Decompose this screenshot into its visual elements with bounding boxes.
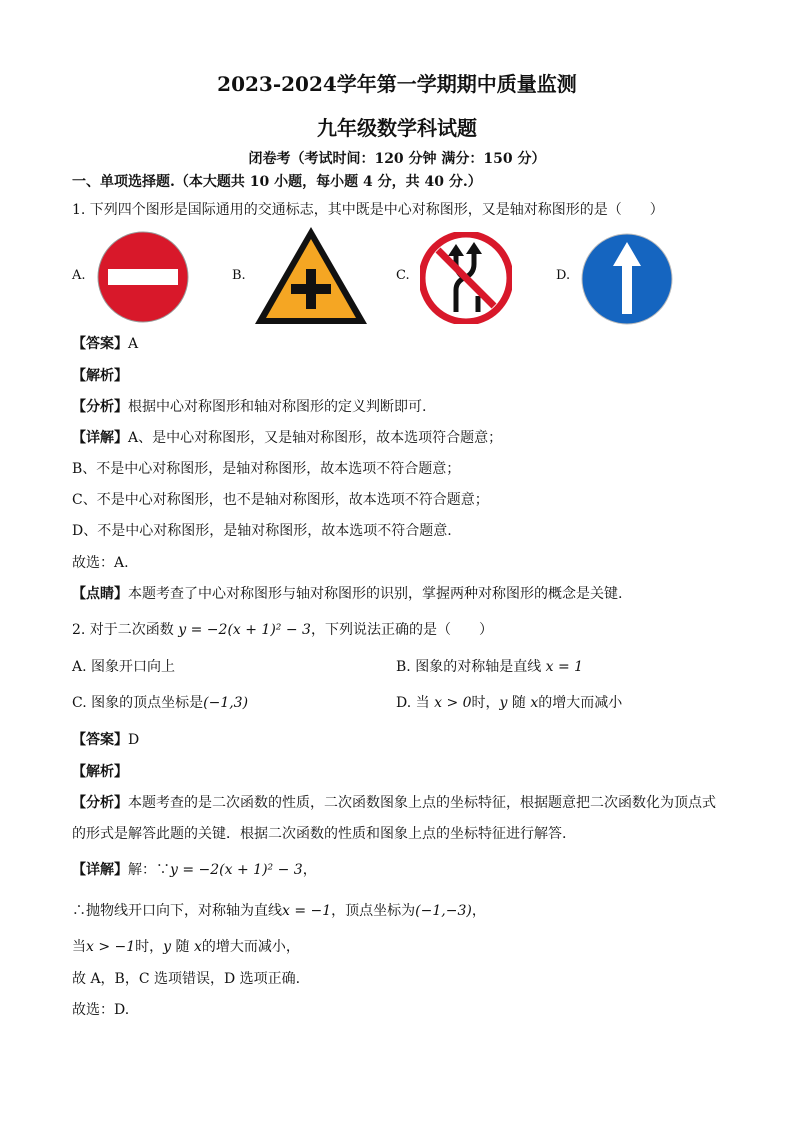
q1-option-a-label: A.: [72, 268, 86, 283]
q2-option-b-formula: x = 1: [545, 659, 584, 675]
q1-line-d: D、不是中心对称图形，是轴对称图形，故本选项不符合题意.: [72, 523, 452, 539]
q2-step2-suffix: 的增大而减小，: [201, 939, 300, 955]
q2-fenxi-line2: 的形式是解答此题的关键．根据二次函数的性质和图象上点的坐标特征进行解答.: [72, 826, 567, 842]
q2-option-d-formula1: x > 0: [434, 695, 472, 711]
crossroad-warning-sign-icon: [252, 224, 370, 328]
q1-fenxi: [72, 397, 426, 417]
xiangjie-tag: 【详解】: [72, 862, 128, 878]
q1-answer: [72, 334, 138, 354]
q2-step3: 故 A，B，C 选项错误，D 选项正确.: [72, 971, 301, 987]
q1-line-b: B、不是中心对称图形，是轴对称图形，故本选项不符合题意；: [72, 461, 461, 477]
q2-option-d-mid2: 随: [511, 695, 526, 711]
q2-stem-prefix: 2. 对于二次函数: [72, 622, 174, 638]
q2-xiangjie-formula: y = −2(x + 1)² − 3: [170, 862, 303, 878]
xiangjie-tag: 【详解】: [72, 430, 128, 446]
q2-xiangjie-prefix: 解：∵: [128, 862, 170, 878]
fenxi-tag: 【分析】: [72, 399, 128, 415]
straight-ahead-sign-icon: [580, 232, 674, 326]
q1-line-c: C、不是中心对称图形，也不是轴对称图形，故本选项不符合题意；: [72, 492, 489, 508]
q2-step2-formula: x > −1: [86, 939, 136, 955]
q2-xiangjie-suffix: ，: [302, 862, 317, 878]
q2-option-d-suffix: 的增大而减小: [538, 695, 623, 711]
q1-stem: 1. 下列四个图形是国际通用的交通标志，其中既是中心对称图形，又是轴对称图形的是（ ）: [72, 202, 664, 218]
q2-fenxi-line1: 本题考查的是二次函数的性质，二次函数图象上点的坐标特征，根据题意把二次函数化为顶点式: [128, 795, 716, 811]
q2-step2-prefix: 当: [72, 939, 86, 955]
no-overtaking-sign-icon: [420, 232, 512, 324]
exam-info: 闭卷考（考试时间：120 分钟 满分：150 分）: [248, 151, 546, 167]
q2-step1: [72, 901, 486, 921]
q2-step1-formula2: (−1,−3): [415, 903, 472, 919]
q2-option-c: [72, 693, 248, 713]
q2-option-b: [396, 657, 583, 677]
q2-step2: [72, 937, 300, 957]
q2-step1-prefix: ∴抛物线开口向下，对称轴为直线: [72, 903, 282, 919]
q2-step2-y: y: [163, 939, 172, 955]
q2-option-d-y: y: [499, 695, 508, 711]
q2-choose: 故选：D.: [72, 1002, 130, 1018]
q1-xiangjie: [72, 428, 502, 448]
answer-tag: 【答案】: [72, 336, 128, 352]
q2-option-d: [396, 693, 622, 713]
q1-option-c-label: C.: [396, 268, 410, 283]
q2-step2-mid2: 随: [175, 939, 190, 955]
q2-stem-formula: y = −2(x + 1)² − 3: [178, 622, 311, 638]
q2-stem: [72, 620, 493, 640]
q1-option-d-label: D.: [556, 268, 571, 283]
q2-step1-mid: ，顶点坐标为: [331, 903, 416, 919]
q1-option-b-label: B.: [232, 268, 246, 283]
section-heading: 一、单项选择题.（本大题共 10 小题，每小题 4 分，共 40 分.）: [72, 174, 482, 190]
q1-answer-value: A: [128, 336, 139, 352]
fenxi-tag: 【分析】: [72, 795, 128, 811]
q2-option-d-mid: 时，: [471, 695, 500, 711]
no-entry-sign-icon: [96, 230, 190, 324]
q2-step1-suffix: ，: [471, 903, 486, 919]
dianjing-tag: 【点睛】: [72, 586, 128, 602]
q2-step2-mid: 时，: [135, 939, 164, 955]
q2-xiangjie: [72, 860, 317, 880]
q1-analysis-tag: 【解析】: [72, 368, 128, 384]
document-subtitle: 九年级数学科试题: [317, 116, 477, 140]
q2-option-c-prefix: C. 图象的顶点坐标是: [72, 695, 204, 711]
q2-option-d-prefix: D. 当: [396, 695, 430, 711]
q2-option-b-prefix: B. 图象的对称轴是直线: [396, 659, 542, 675]
q2-step2-x: x: [194, 939, 202, 955]
q1-choose: 故选：A.: [72, 555, 129, 571]
q2-option-a: A. 图象开口向上: [72, 659, 176, 675]
q2-step1-formula: x = −1: [282, 903, 332, 919]
q2-analysis-tag: 【解析】: [72, 764, 128, 780]
q2-option-d-x: x: [530, 695, 539, 711]
document-title: 2023-2024学年第一学期期中质量监测: [217, 72, 577, 96]
q2-fenxi: [72, 793, 716, 813]
q2-answer-value: D: [128, 732, 140, 748]
q2-stem-suffix: ，下列说法正确的是（ ）: [310, 622, 493, 638]
q1-dianjing: [72, 584, 622, 604]
q1-dianjing-text: 本题考查了中心对称图形与轴对称图形的识别，掌握两种对称图形的概念是关键.: [128, 586, 623, 602]
q2-option-c-formula: (−1,3): [203, 695, 249, 711]
q2-answer: [72, 730, 139, 750]
q1-fenxi-text: 根据中心对称图形和轴对称图形的定义判断即可.: [128, 399, 427, 415]
answer-tag: 【答案】: [72, 732, 128, 748]
q1-xiangjie-text: A、是中心对称图形，又是轴对称图形，故本选项符合题意；: [128, 430, 503, 446]
